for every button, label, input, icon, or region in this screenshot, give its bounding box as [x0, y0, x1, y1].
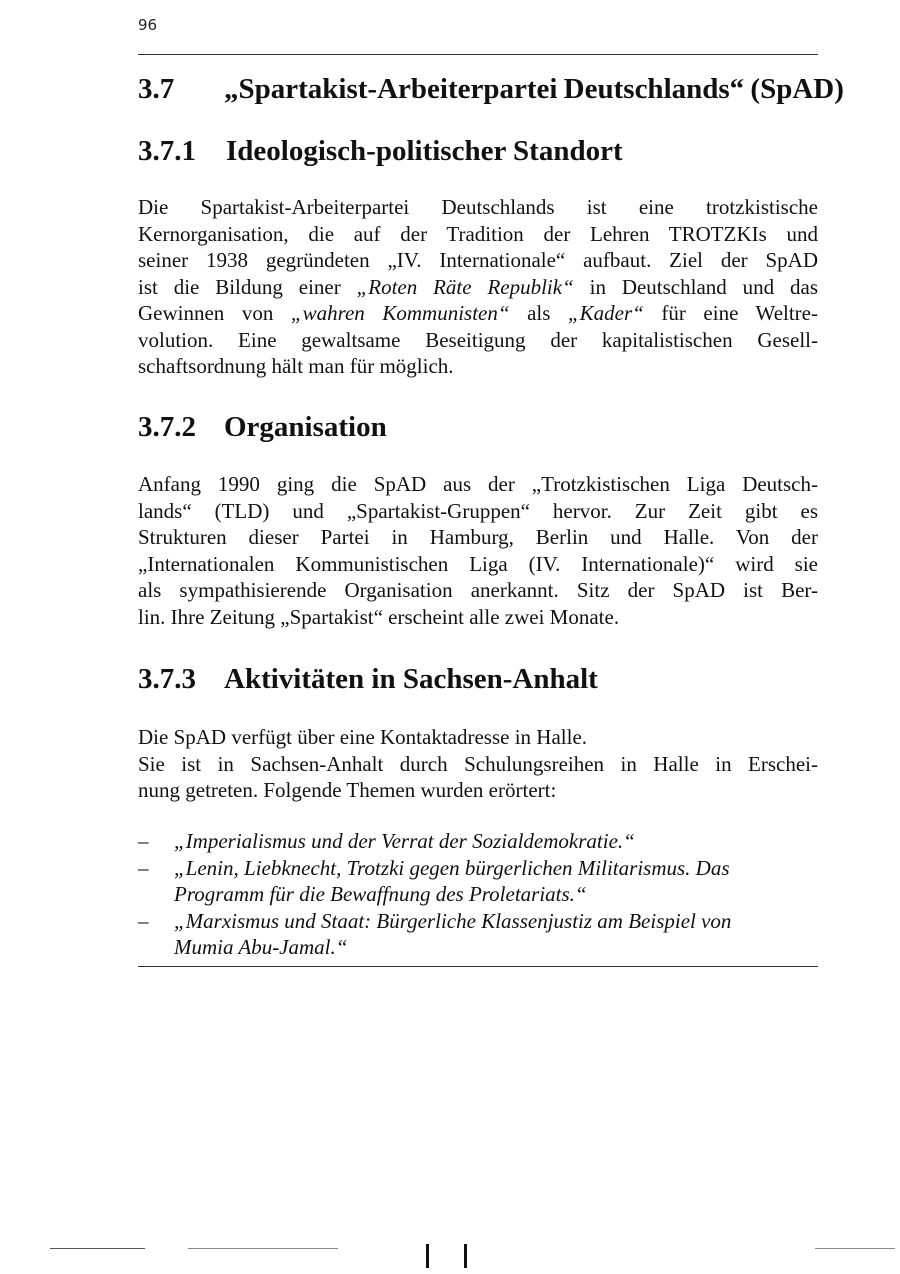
text-line: [138, 274, 818, 301]
text-line: [138, 327, 818, 354]
body-text: als sympathisierende Organisation anerkannt. Sitz der SpAD ist Ber-: [138, 578, 818, 602]
body-text: ist die Bildung einer: [138, 274, 357, 299]
scan-artifact-line: [188, 1248, 338, 1249]
text-line: [138, 498, 818, 525]
scan-artifact-bar: [426, 1244, 429, 1268]
emphasis-text: „Roten Räte Republik“: [356, 274, 574, 299]
section-number: 3.7.2: [138, 411, 196, 443]
emphasis-text: „Kader“: [567, 301, 644, 325]
text-line: [138, 471, 818, 498]
body-text: als: [509, 301, 568, 325]
section-paragraph-activities: [138, 724, 818, 804]
topic-item: [138, 855, 818, 908]
body-text: lands“ (TLD) und „Spartakist-Gruppen“ hervor. Zur Zeit gibt es: [138, 498, 818, 523]
topics-list: [138, 828, 818, 961]
body-text: Kernorganisation, die auf der Tradition der Lehren TROTZKIs und: [138, 221, 818, 246]
text-line: [138, 604, 818, 631]
chapter-number: 3.7: [138, 73, 175, 105]
scan-artifact-line: [50, 1248, 145, 1249]
scan-artifact-bar: [464, 1244, 467, 1268]
text-line: [138, 524, 818, 551]
footer-rule: [138, 966, 818, 967]
section-number: 3.7.1: [138, 135, 196, 167]
text-line: [138, 194, 818, 221]
scan-artifact-line: [815, 1248, 895, 1249]
body-text: Strukturen dieser Partei in Hamburg, Berlin und Halle. Von der: [138, 525, 818, 549]
section-paragraph-ideology: [138, 194, 818, 380]
topic-line: Mumia Abu-Jamal.“: [174, 935, 348, 959]
body-text: in Deutschland und das: [573, 274, 818, 299]
list-dash: –: [138, 908, 149, 933]
section-heading-activities: [138, 662, 598, 696]
emphasis-text: „wahren Kommunisten“: [290, 301, 510, 325]
text-line: [138, 300, 818, 327]
section-number: 3.7.3: [138, 663, 196, 695]
topic-item: [138, 908, 818, 961]
body-text: schaftsordnung hält man für möglich.: [138, 354, 454, 378]
text-line: [138, 353, 818, 380]
body-text: lin. Ihre Zeitung „Spartakist“ erscheint alle zwei Monate.: [138, 604, 620, 629]
text-line: [138, 221, 818, 248]
chapter-heading: [138, 72, 844, 106]
text-line: [138, 577, 818, 604]
section-title: Ideologisch-politischer Standort: [226, 135, 623, 167]
page-number: 96: [138, 16, 158, 34]
list-dash: –: [138, 829, 149, 853]
section-title: Aktivitäten in Sachsen-Anhalt: [224, 663, 598, 695]
chapter-title: „Spartakist-Arbeiterpartei Deutschlands“ (SpAD): [224, 73, 844, 105]
text-line: [138, 247, 818, 274]
topic-item: [138, 828, 818, 855]
body-text: Anfang 1990 ging die SpAD aus der „Trotzkistischen Liga Deutsch-: [138, 472, 818, 496]
text-line: [138, 724, 818, 751]
body-text: Die Spartakist-Arbeiterpartei Deutschlands ist eine trotzkistische: [138, 195, 818, 219]
topic-line: „Lenin, Liebknecht, Trotzki gegen bürgerlichen Militarismus. Das: [174, 855, 730, 880]
section-paragraph-organisation: [138, 471, 818, 630]
body-text: „Internationalen Kommunistischen Liga (IV. Internationale)“ wird sie: [138, 551, 818, 576]
body-text: Gewinnen von: [138, 301, 291, 325]
topic-line: „Marxismus und Staat: Bürgerliche Klassenjustiz am Beispiel von: [174, 908, 732, 933]
body-text: Sie ist in Sachsen-Anhalt durch Schulungsreihen in Halle in Erschei-: [138, 751, 818, 776]
body-text: volution. Eine gewaltsame Beseitigung der kapitalistischen Gesell-: [138, 327, 818, 352]
header-rule: [138, 54, 818, 55]
text-line: [138, 551, 818, 578]
topic-line: Programm für die Bewaffnung des Proletariats.“: [174, 882, 587, 906]
body-text: Die SpAD verfügt über eine Kontaktadresse in Halle.: [138, 725, 588, 749]
section-heading-ideology: [138, 134, 623, 168]
body-text: nung getreten. Folgende Themen wurden erörtert:: [138, 778, 557, 802]
text-line: [138, 777, 818, 804]
body-text: für eine Weltre-: [643, 301, 818, 325]
body-text: seiner 1938 gegründeten „IV. Internationale“ aufbaut. Ziel der SpAD: [138, 248, 818, 272]
text-line: [138, 751, 818, 778]
topic-line: „Imperialismus und der Verrat der Sozialdemokratie.“: [174, 829, 635, 853]
section-heading-organisation: [138, 410, 387, 444]
list-dash: –: [138, 855, 149, 880]
section-title: Organisation: [224, 411, 387, 443]
